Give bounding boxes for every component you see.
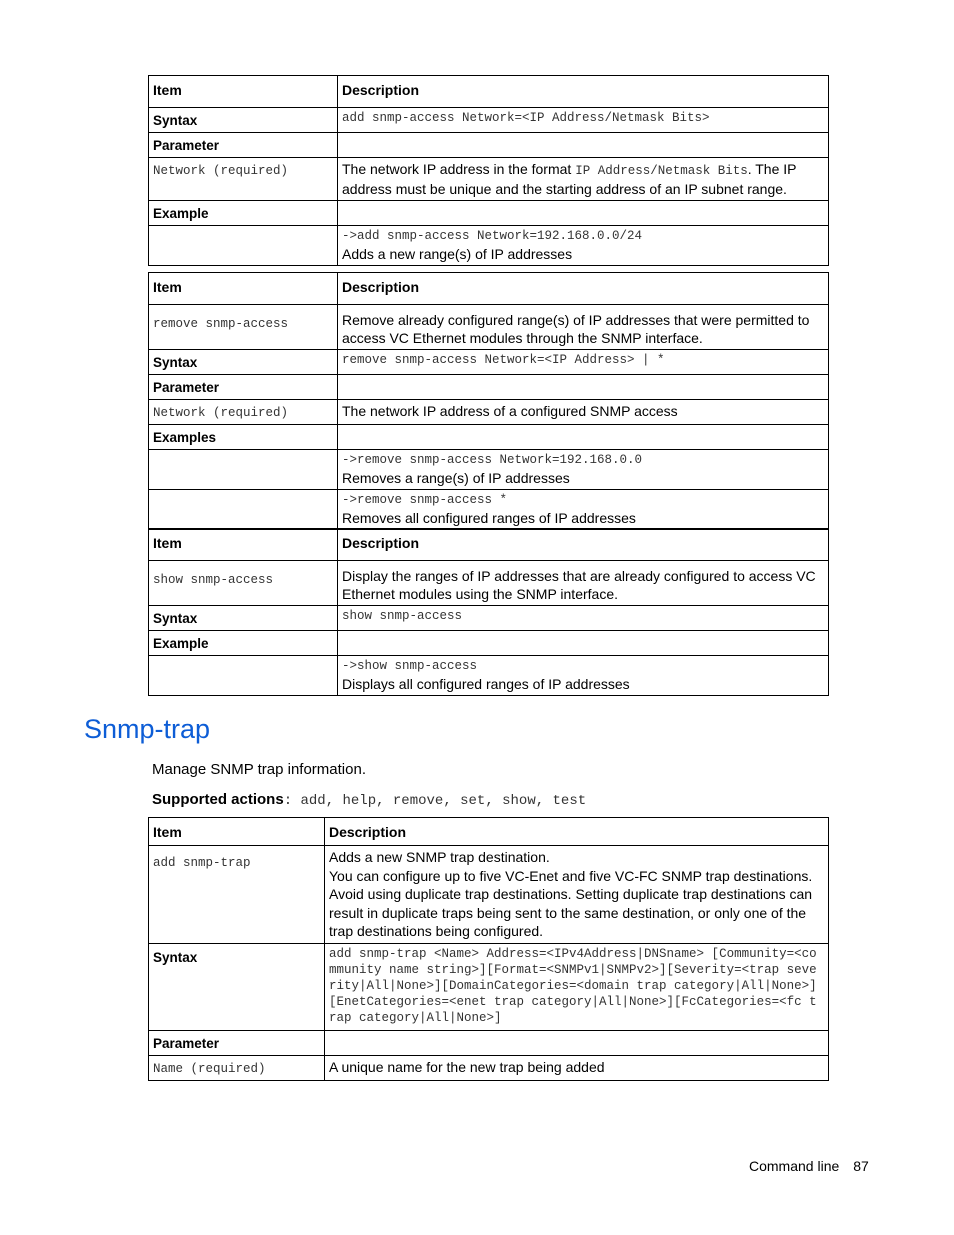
add-snmp-trap-table [148,817,829,1081]
item-description: Adds a new SNMP trap destination. [329,849,550,865]
show-snmp-access-table [148,528,829,696]
syntax-label: Syntax [149,108,338,133]
col-header-item: Item [149,818,325,846]
col-header-description: Description [338,76,829,108]
parameter-label: Parameter [149,133,338,158]
item-description-detail: You can configure up to five VC-Enet and five VC-FC SNMP trap destinations. Avoid using duplicate trap destinations. Setting duplicate trap destinations can result in duplicate traps being sent to the same destination, or only one of the trap destinations being configured. [329,867,813,939]
example-label: Example [149,631,338,656]
example-description: Adds a new range(s) of IP addresses [342,246,573,262]
param-name: Network (required) [153,164,289,178]
col-header-description: Description [338,529,829,561]
item-command: add snmp-trap [153,856,251,870]
example-description: Removes a range(s) of IP addresses [342,470,570,486]
syntax-code: add snmp-access Network=<IP Address/Netmask Bits> [342,111,710,125]
example-command: ->show snmp-access [342,659,478,673]
col-header-item: Item [149,273,338,305]
example-description: Removes all configured ranges of IP addresses [342,510,636,526]
example-description: Displays all configured ranges of IP addresses [342,676,630,692]
item-description: Display the ranges of IP addresses that are already configured to access VC Ethernet modules using the SNMP interface. [338,561,829,606]
parameter-label: Parameter [149,1030,325,1055]
param-description: The network IP address of a configured SNMP access [338,400,829,425]
item-description: Remove already configured range(s) of IP addresses that were permitted to access VC Ethernet modules through the SNMP interface. [338,305,829,350]
syntax-code: remove snmp-access Network=<IP Address> | * [342,353,665,367]
syntax-code: show snmp-access [342,609,463,623]
example-label: Example [149,201,338,226]
section-title: Snmp-trap [84,714,211,744]
col-header-description: Description [338,273,829,305]
parameter-label: Parameter [149,375,338,400]
section-intro: Manage SNMP trap information. [152,761,366,778]
page-number: 87 [853,1158,869,1174]
remove-snmp-access-table [148,272,829,530]
param-name: Name (required) [153,1061,266,1076]
examples-label: Examples [149,425,338,450]
item-command: remove snmp-access [153,317,289,331]
param-description: The network IP address in the format IP Address/Netmask Bits. The IP address must be unique and the starting address of an IP subnet range. [338,158,829,201]
syntax-label: Syntax [149,350,338,375]
supported-actions [152,791,586,809]
item-command: show snmp-access [153,573,274,587]
example-command: ->add snmp-access Network=192.168.0.0/24 [342,229,643,243]
supported-actions-list: : add, help, remove, set, show, test [283,793,587,809]
col-header-item: Item [149,76,338,108]
example-command: ->remove snmp-access * [342,493,508,507]
add-snmp-access-table [148,75,829,266]
syntax-label: Syntax [149,943,325,1030]
syntax-code: add snmp-trap <Name> Address=<IPv4Address|DNSname> [Community=<community name string>][Format=<SNMPv1|SNMPv2>][Severity=<trap severity|All|None>][DomainCategories=<domain trap category|All|None>][EnetCategories=<enet trap category|All|None>][FcCategories=<fc trap category|All|None>] [329,946,817,1025]
param-description: A unique name for the new trap being added [325,1055,829,1080]
syntax-label: Syntax [149,606,338,631]
example-command: ->remove snmp-access Network=192.168.0.0 [342,453,643,467]
param-name: Network (required) [153,406,289,420]
footer-section: Command line [749,1158,840,1174]
page-footer [749,1158,869,1174]
supported-actions-label: Supported actions [152,791,284,808]
col-header-item: Item [149,529,338,561]
col-header-description: Description [325,818,829,846]
